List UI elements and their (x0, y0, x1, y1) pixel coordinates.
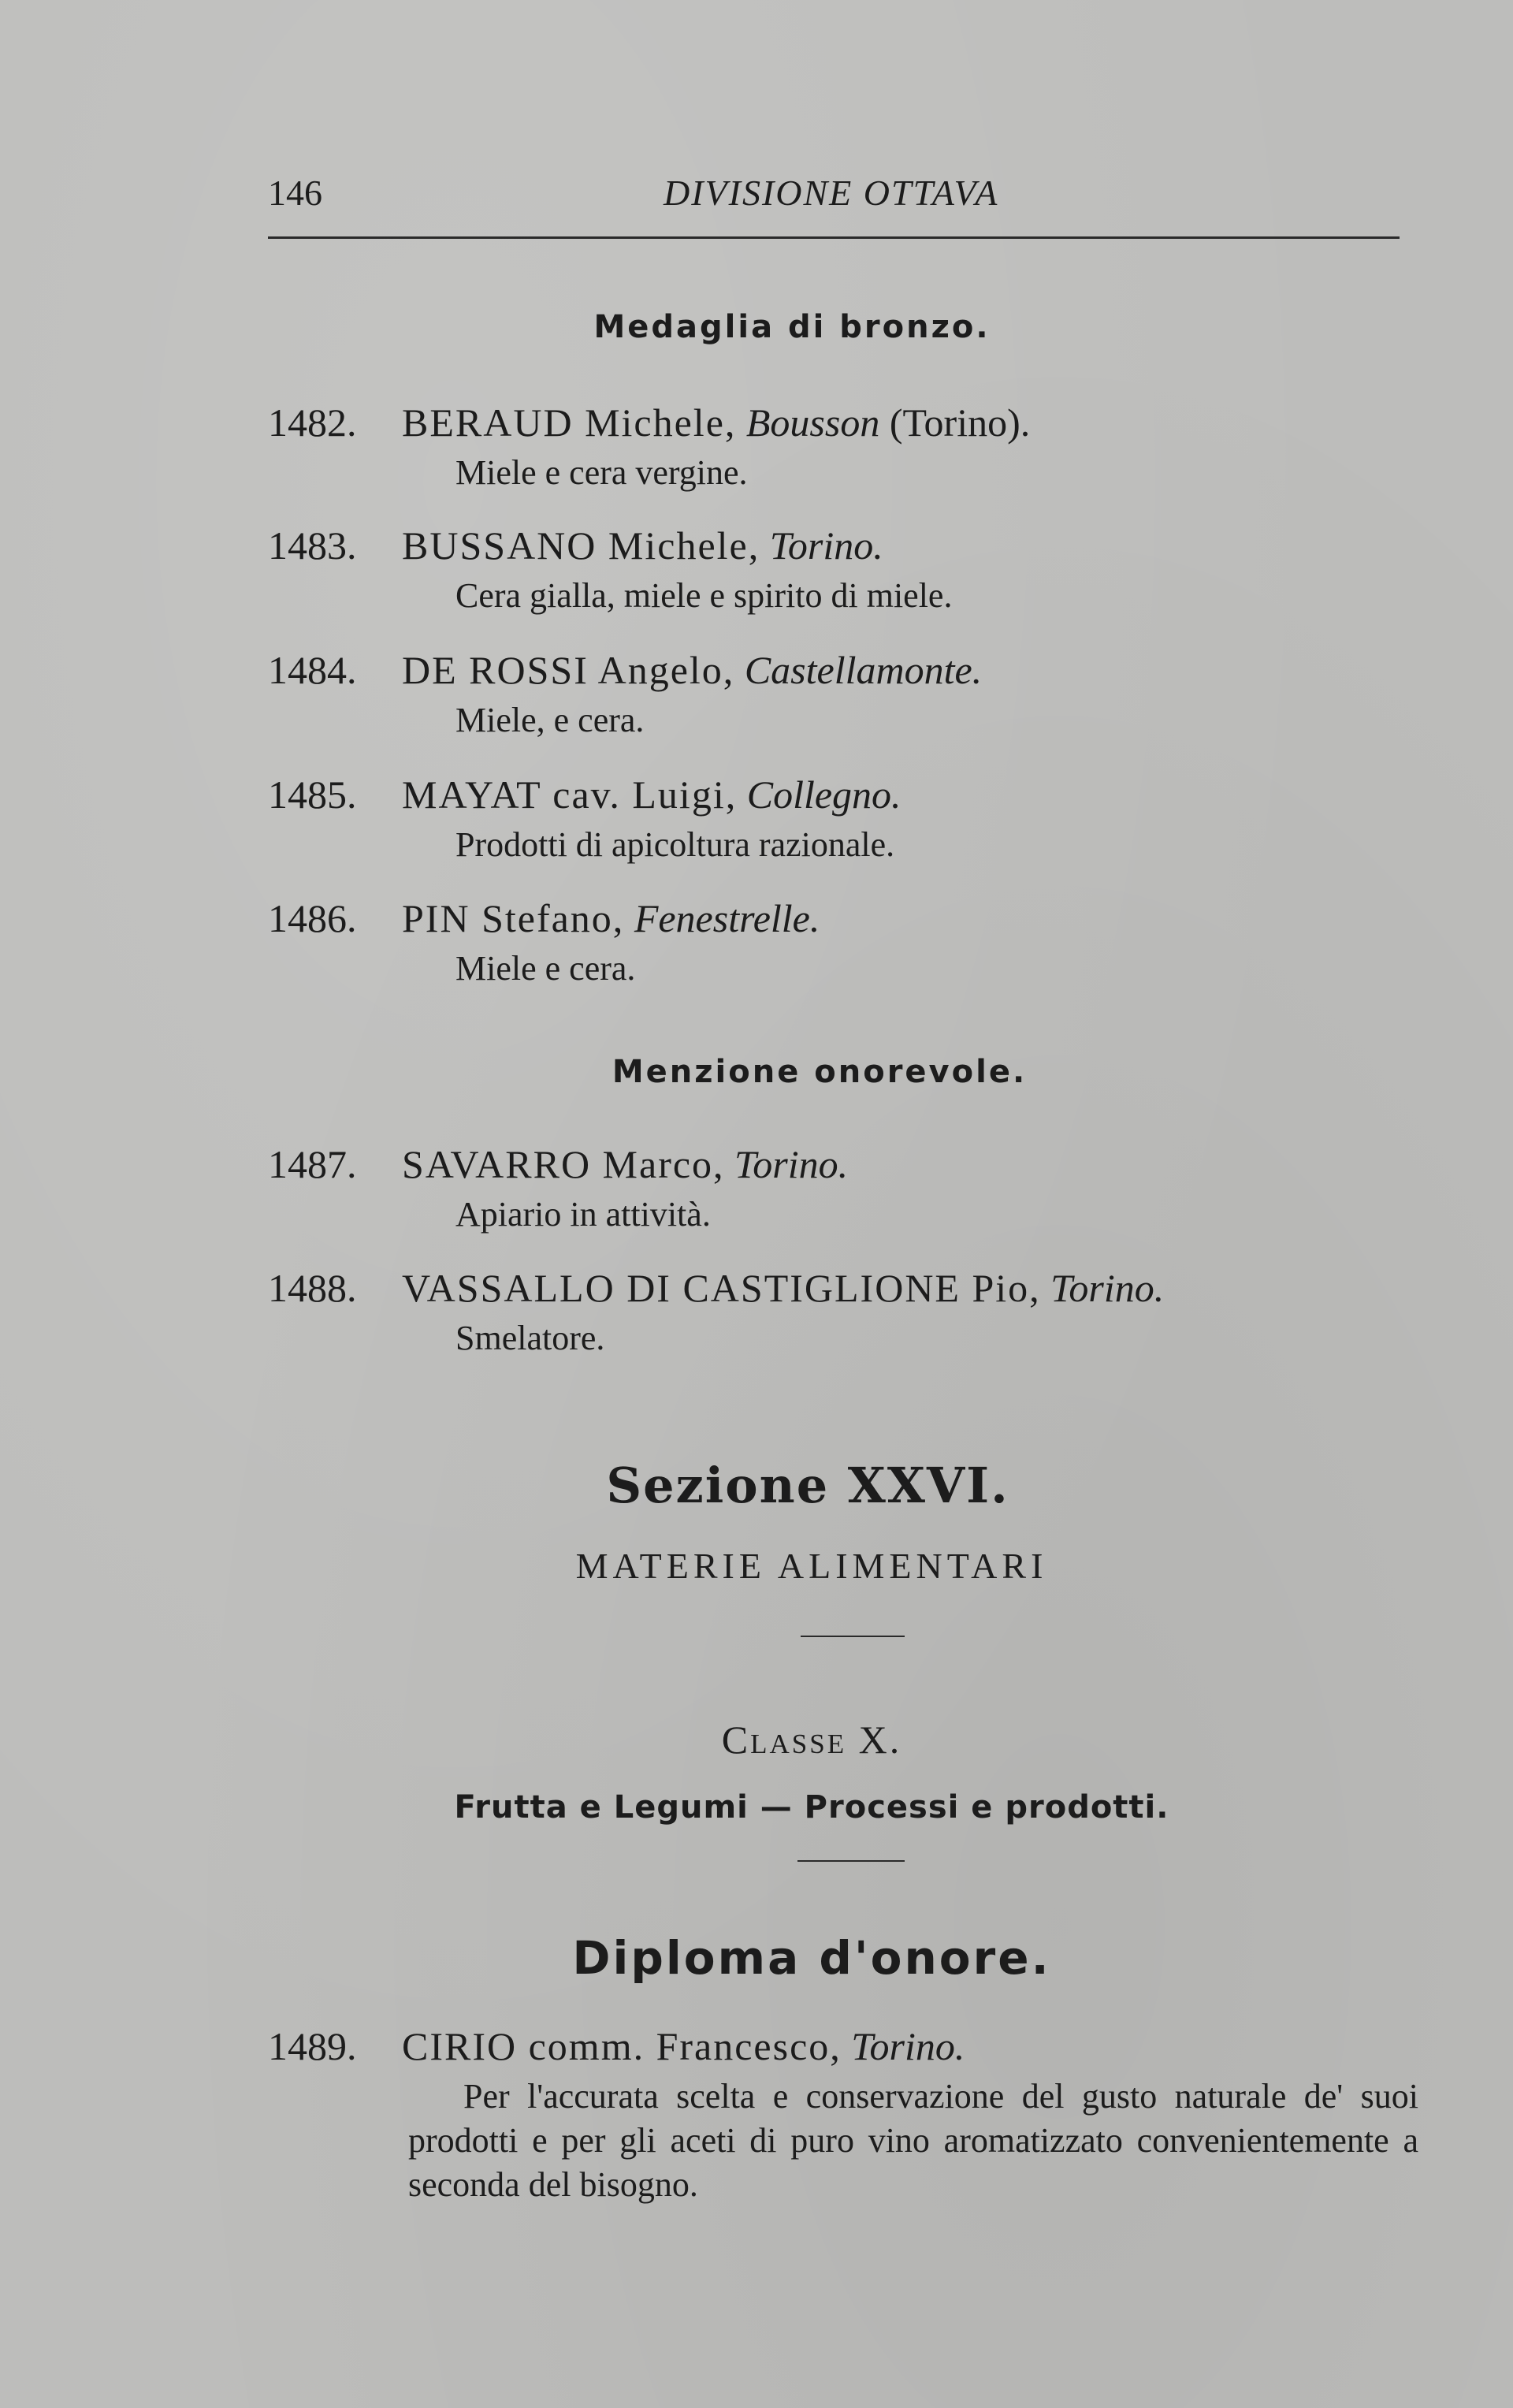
entry-number: 1485. (268, 772, 357, 817)
running-title: DIVISIONE OTTAVA (664, 173, 999, 213)
entry-name: VASSALLO DI CASTIGLIONE Pio, (402, 1266, 1041, 1310)
entry-number: 1489. (268, 2024, 357, 2068)
bronze-medal-heading: Medaglia di bronzo. (593, 309, 991, 345)
class-subtitle: Frutta e Legumi — Processi e prodotti. (454, 1789, 1169, 1826)
entry-number: 1483. (268, 523, 357, 568)
entry-place: Bousson (745, 400, 880, 445)
section-subtitle: MATERIE ALIMENTARI (575, 1546, 1048, 1586)
entry-number: 1484. (268, 648, 357, 692)
section-divider (801, 1636, 905, 1637)
list-item (268, 895, 1418, 991)
entry-description: Per l'accurata scelta e conservazione del gusto naturale de' suoi prodotti e per gli aceti di puro vino aromatizzato convenientemente a seconda del bisogno. (408, 2077, 1418, 2204)
entry-place: Fenestrelle. (634, 896, 820, 940)
list-item (268, 2023, 1418, 2207)
entry-description: Prodotti di apicoltura razionale. (455, 825, 895, 864)
diploma-heading: Diploma d'onore. (572, 1931, 1051, 1985)
entry-place: Torino. (769, 523, 883, 568)
entry-place: Torino. (851, 2024, 965, 2068)
honorable-mention-heading: Menzione onorevole. (612, 1054, 1028, 1090)
list-item (268, 1141, 1418, 1237)
entry-description: Smelatore. (455, 1319, 605, 1357)
class-divider (797, 1860, 905, 1862)
list-item (268, 522, 1418, 618)
list-item (268, 399, 1418, 495)
entry-name: CIRIO comm. Francesco, (402, 2024, 842, 2068)
entry-number: 1488. (268, 1266, 357, 1310)
entry-number: 1487. (268, 1142, 357, 1186)
entry-name: MAYAT cav. Luigi, (402, 772, 738, 817)
list-item (268, 771, 1418, 867)
class-title: Classe X. (721, 1718, 902, 1762)
entry-place: Castellamonte. (744, 648, 983, 692)
entry-description: Cera gialla, miele e spirito di miele. (455, 576, 953, 615)
list-item (268, 1264, 1418, 1360)
entry-place: Torino. (734, 1142, 849, 1186)
entry-number: 1486. (268, 896, 357, 940)
entry-name: DE ROSSI Angelo, (402, 648, 735, 692)
list-item (268, 646, 1418, 742)
entry-name: PIN Stefano, (402, 896, 625, 940)
entry-place-extra: (Torino). (879, 400, 1031, 445)
entry-number: 1482. (268, 400, 357, 445)
page-number: 146 (268, 173, 322, 213)
entry-name: SAVARRO Marco, (402, 1142, 725, 1186)
entry-description: Miele, e cera. (455, 701, 645, 739)
entry-description: Miele e cera. (455, 949, 636, 988)
entry-description: Apiario in attività. (455, 1195, 711, 1234)
entry-place: Collegno. (746, 772, 901, 817)
entry-name: BERAUD Michele, (402, 400, 737, 445)
section-title: Sezione XXVI. (606, 1457, 1009, 1514)
entry-place: Torino. (1050, 1266, 1165, 1310)
header-divider (268, 236, 1400, 239)
entry-description: Miele e cera vergine. (455, 453, 748, 492)
entry-name: BUSSANO Michele, (402, 523, 760, 568)
